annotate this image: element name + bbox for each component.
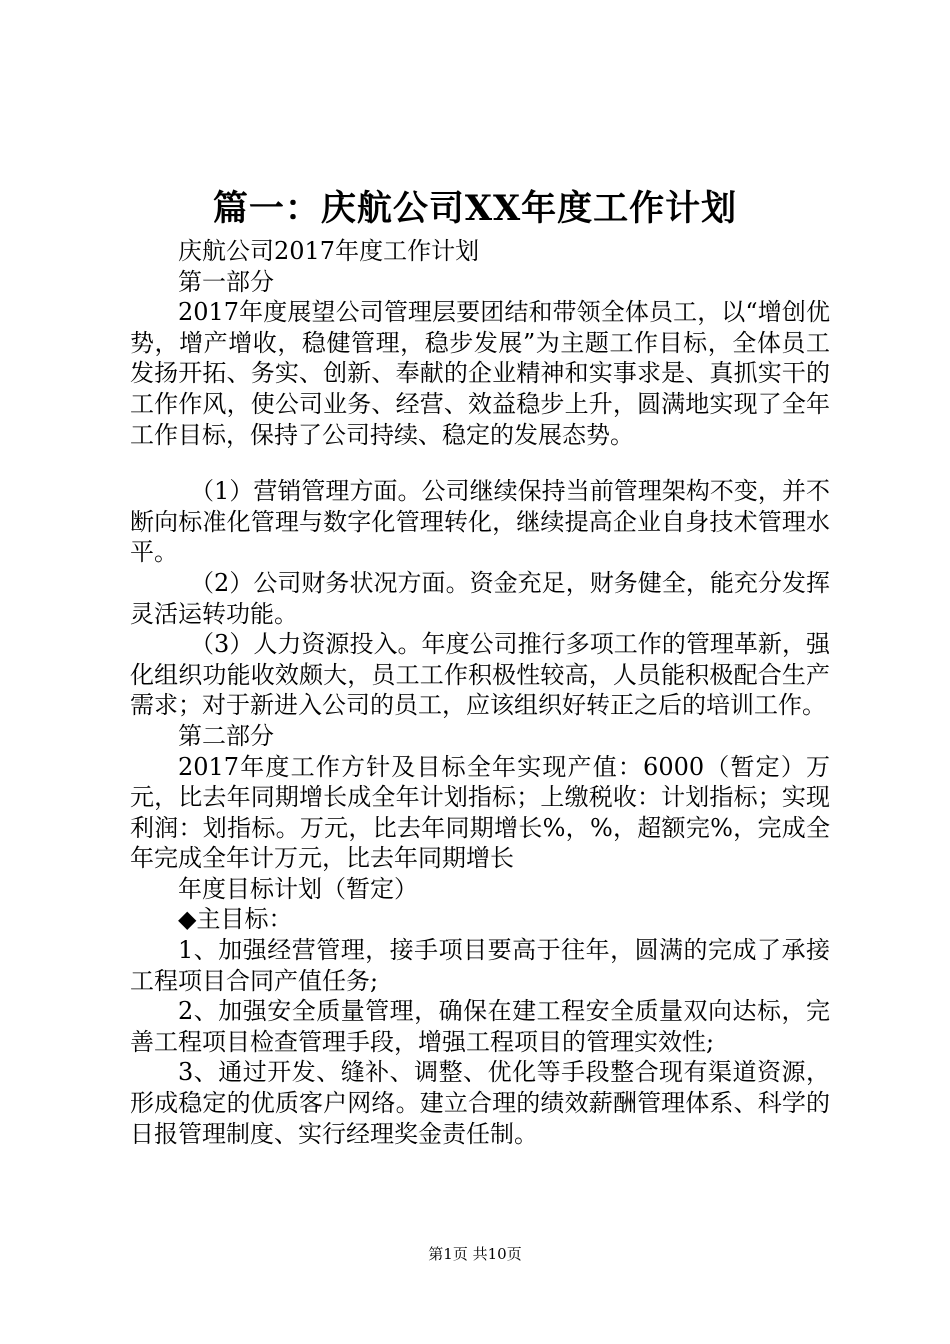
paragraph-subtitle: 庆航公司2017年度工作计划 xyxy=(178,237,480,265)
list-item-goal-1: 1、加强经营管理，接手项目要高于往年，圆满的完成了承接工程项目合同产值任务; xyxy=(130,936,830,995)
list-item-goal-3: 3、通过开发、缝补、调整、优化等手段整合现有渠道资源，形成稳定的优质客户网络。建立合理的绩效薪酬管理体系、科学的日报管理制度、实行经理奖金责任制。 xyxy=(130,1058,830,1148)
section-heading-part-one: 第一部分 xyxy=(178,267,274,296)
document-title: 篇一：庆航公司XX年度工作计划 xyxy=(212,188,738,229)
paragraph-target-plan-heading: 年度目标计划（暂定） xyxy=(178,874,418,903)
paragraph-marketing: （1）营销管理方面。公司继续保持当前管理架构不变，并不断向标准化管理与数字化管理转化，继续提高企业自身技术管理水平。 xyxy=(130,477,830,567)
section-heading-part-two: 第二部分 xyxy=(178,721,274,750)
paragraph-outlook: 2017年度展望公司管理层要团结和带领全体员工，以“增创优势，增产增收，稳健管理，稳步发展”为主题工作目标，全体员工发扬开拓、务实、创新、奉献的企业精神和实事求是、真抓实干的工作作风，使公司业务、经营、效益稳步上升，圆满地实现了全年工作目标，保持了公司持续、稳定的发展态势。 xyxy=(130,298,830,449)
page-indicator: 第1页 共10页 xyxy=(428,1245,522,1263)
paragraph-finance: （2）公司财务状况方面。资金充足，财务健全，能充分发挥灵活运转功能。 xyxy=(130,568,830,628)
document-body xyxy=(130,236,830,1149)
paragraph-annual-targets: 2017年度工作方针及目标全年实现产值：6000（暂定）万元，比去年同期增长成全年计划指标；上缴税收：计划指标；实现利润：划指标。万元，比去年同期增长%，%，超额完%，完成全年完成全年计万元，比去年同期增长 xyxy=(130,752,830,873)
paragraph-spacer xyxy=(130,450,830,476)
list-item-goal-2: 2、加强安全质量管理，确保在建工程安全质量双向达标，完善工程项目检查管理手段，增强工程项目的管理实效性; xyxy=(130,997,830,1056)
paragraph-main-goals-heading: ◆主目标： xyxy=(178,905,293,934)
paragraph-human-resources: （3）人力资源投入。年度公司推行多项工作的管理革新，强化组织功能收效颇大，员工工作积极性较高，人员能积极配合生产需求；对于新进入公司的员工，应该组织好转正之后的培训工作。 xyxy=(130,630,830,720)
